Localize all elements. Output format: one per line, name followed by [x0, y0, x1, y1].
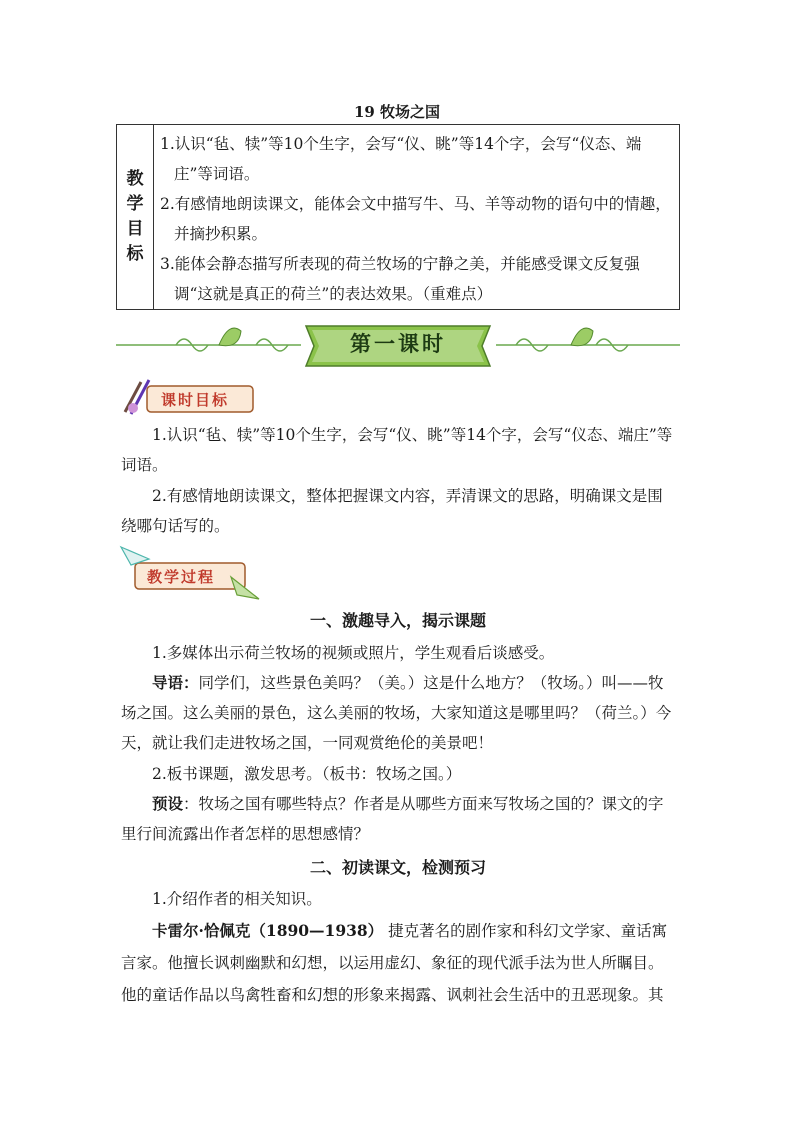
teaching-process-badge-label: 教学过程 [147, 568, 216, 586]
section-title: 二、初读课文，检测预习 [309, 858, 486, 877]
teaching-goals-heading [117, 125, 154, 309]
goal-item: 3.能体会静态描写所表现的荷兰牧场的宁静之美，并能感受课文反复强调“这就是真正的荷兰”的表达效果。（重难点） [160, 255, 640, 303]
heading-char: 教 [126, 169, 144, 189]
page-title: 19 牧场之国 [353, 103, 441, 121]
intro-label: 导语： [152, 673, 199, 692]
teaching-process-badge [119, 545, 264, 601]
paragraph: 1.多媒体出示荷兰牧场的视频或照片，学生观看后谈感受。 [152, 644, 555, 662]
goal-item: 2.有感情地朗读课文，能体会文中描写牛、马、羊等动物的语句中的情趣，并摘抄积累。 [160, 195, 671, 243]
preset-text: ：牧场之国有哪些特点？作者是从哪些方面来写牧场之国的？课文的字里行间流露出作者怎样的思想感情？ [121, 795, 664, 843]
preset-label: 预设 [152, 794, 184, 813]
intro-paragraph [121, 668, 677, 758]
teaching-goals-table [116, 124, 680, 310]
author-paragraph [121, 915, 677, 1011]
section-title: 一、激趣导入，揭示课题 [309, 611, 486, 630]
lesson-goals-badge [119, 378, 259, 418]
author-name: 卡雷尔·恰佩克 [152, 921, 251, 940]
lesson-banner [116, 322, 680, 372]
paragraph: 2.板书课题，激发思考。（板书：牧场之国。） [152, 765, 462, 783]
paragraph: 1.介绍作者的相关知识。 [152, 890, 322, 908]
lesson-goals-badge-label: 课时目标 [161, 391, 230, 409]
author-years: （1890—1938） [250, 921, 384, 940]
lesson-goal-item: 2.有感情地朗读课文，整体把握课文内容，弄清课文的思路，明确课文是围绕哪句话写的。 [121, 487, 663, 535]
heading-char: 标 [126, 244, 144, 264]
preset-paragraph [121, 789, 677, 849]
heading-char: 目 [126, 219, 144, 239]
banner-title: 第一课时 [350, 331, 446, 356]
teaching-goals-body [154, 125, 679, 309]
intro-text: 同学们，这些景色美吗？（美。）这是什么地方？（牧场。）叫——牧场之国。这么美丽的景色，这么美丽的牧场，大家知道这是哪里吗？（荷兰。）今天，就让我们走进牧场之国，一同观赏绝伦的美景吧！ [121, 674, 672, 752]
author-text: 捷克著名的剧作家和科幻文学家、童话寓言家。他擅长讽刺幽默和幻想，以运用虚幻、象征的现代派手法为世人所瞩目。他的童话作品以鸟禽牲畜和幻想的形象来揭露、讽刺社会生活中的丑恶现象。其 [121, 922, 668, 1004]
goal-item: 1.认识“毡、犊”等10个生字，会写“仪、眺”等14个字，会写“仪态、端庄”等词语。 [160, 135, 642, 183]
heading-char: 学 [126, 194, 144, 214]
lesson-goal-item: 1.认识“毡、犊”等10个生字，会写“仪、眺”等14个字，会写“仪态、端庄”等词语。 [121, 426, 673, 474]
